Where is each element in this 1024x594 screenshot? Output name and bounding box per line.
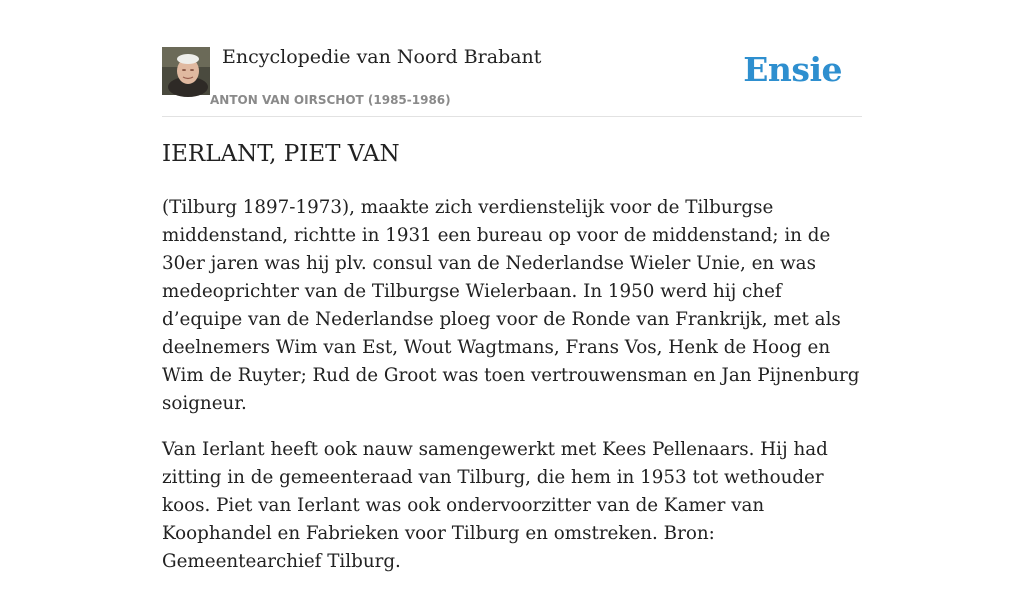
portrait-icon [162, 47, 210, 95]
entry-paragraph: Van Ierlant heeft ook nauw samengewerkt met Kees Pellenaars. Hij had zitting in de gemeenteraad van Tilburg, die hem in 1953 tot wethouder koos. Piet van Ierlant was ook ondervoorzitter van de Kamer van Koophandel en Fabrieken voor Tilburg en omstreken. Bron: Gemeentearchief Tilburg. [162, 439, 828, 572]
header [162, 46, 862, 117]
author-avatar[interactable] [162, 47, 210, 95]
book-title[interactable]: Encyclopedie van Noord Brabant [222, 46, 542, 68]
entry-title: IERLANT, PIET VAN [162, 141, 400, 167]
entry-paragraph: (Tilburg 1897-1973), maakte zich verdienstelijk voor de Tilburgse middenstand, richtte in 1931 een bureau op voor de middenstand; in de 30er jaren was hij plv. consul van de Nederlandse Wieler Unie, en was medeoprichter van de Tilburgse Wielerbaan. In 1950 werd hij chef d’equipe van de Nederlandse ploeg voor de Ronde van Frankrijk, met als deelnemers Wim van Est, Wout Wagtmans, Frans Vos, Henk de Hoog en Wim de Ruyter; Rud de Groot was toen vertrouwensman en Jan Pijnenburg soigneur. [162, 197, 860, 414]
entry-content [162, 138, 864, 594]
author-name[interactable]: ANTON VAN OIRSCHOT (1985-1986) [210, 93, 451, 107]
ensie-logo[interactable]: Ensie [743, 50, 842, 89]
